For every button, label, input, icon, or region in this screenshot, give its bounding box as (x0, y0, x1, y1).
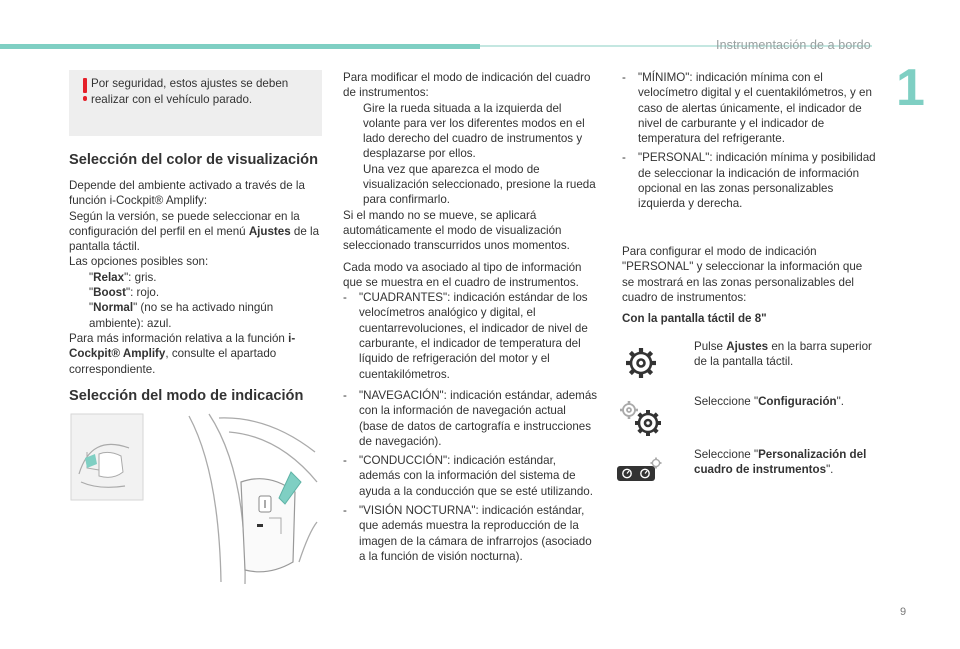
list-item: "Relax": gris. (89, 270, 157, 284)
list-item: - "NAVEGACIÓN": indicación estándar, además con la información de navegación actual (base de datos de cartografía e instrucciones de navegación). (343, 388, 598, 448)
step-1: Pulse Ajustes en la barra superior de la pantalla táctil. (694, 340, 872, 369)
paragraph: Según la versión, se puede seleccionar en la configuración del perfil en el menú Ajustes de la pantalla táctil. (69, 209, 320, 254)
warning-text: Por seguridad, estos ajustes se deben realizar con el vehículo parado. (91, 77, 289, 107)
paragraph: Cada modo va asociado al tipo de información que se muestra en el cuadro de instrumentos. (343, 260, 582, 289)
middle-column (343, 70, 598, 564)
steering-wheel-illustration (69, 412, 322, 586)
list-item: - "PERSONAL": indicación mínima y posibilidad de seleccionar la indicación de información opcional en las zonas personalizables izquierda y derecha. (622, 151, 876, 211)
list-item: Gire la rueda situada a la izquierda del volante para ver los diferentes modos en el lado derecho del cuadro de instrumentos y desplazarse por ellos. (363, 101, 585, 161)
paragraph: Depende del ambiente activado a través de la función i-Cockpit® Amplify: (69, 179, 305, 208)
warning-icon (82, 78, 88, 100)
heading-color-selection: Selección del color de visualización (69, 152, 318, 168)
list-item: - "CUADRANTES": indicación estándar de los velocímetros analógico y digital, el cuentarrevoluciones, el indicador de nivel de carburante, el indicador de temperatura del líquido de refrigeración del motor y el cuentakilómetros. (343, 291, 588, 381)
personal-config-text (622, 244, 877, 326)
list-item: Una vez que aparezca el modo de visualización seleccionado, presione la rueda para confirmarlo. (363, 162, 596, 207)
instrument-panel-icon (616, 457, 662, 483)
chapter-tab (896, 59, 926, 117)
right-column (622, 70, 877, 212)
subheading: Con la pantalla táctil de 8" (622, 312, 767, 326)
paragraph: Para modificar el modo de indicación del cuadro de instrumentos: (343, 71, 591, 100)
gears-icon (618, 399, 664, 439)
paragraph: Para configurar el modo de indicación "PERSONAL" y seleccionar la información que se mostrará en las zonas personalizables del cuadro de instrumentos: (622, 245, 863, 304)
step-2: Seleccione "Configuración". (694, 395, 844, 408)
list-item: - "CONDUCCIÓN": indicación estándar, además con la información del sistema de ayuda a la conducción que se esté utilizando. (343, 454, 593, 498)
paragraph: Si el mando no se mueve, se aplicará automáticamente el modo de visualización seleccionado transcurridos unos momentos. (343, 208, 570, 253)
paragraph: Para más información relativa a la función i-Cockpit® Amplify, consulte el apartado correspondiente. (69, 331, 296, 376)
list-item: "Normal" (no se ha activado ningún ambiente): azul. (89, 301, 274, 330)
list-item: "Boost": rojo. (89, 286, 160, 300)
step-3: Seleccione "Personalización del cuadro de instrumentos". (694, 448, 867, 477)
gear-icon (622, 344, 660, 382)
color-section-body (69, 178, 322, 377)
page-number: 9 (900, 606, 907, 618)
header-accent-bar (0, 44, 480, 49)
section-header-title: Instrumentación de a bordo (716, 38, 871, 52)
chapter-number: 1 (896, 59, 925, 117)
list-item: - "VISIÓN NOCTURNA": indicación estándar, que además muestra la reproducción de la imagen de la cámara de infrarrojos (asociado a la función de visión nocturna). (343, 504, 592, 563)
heading-mode-selection: Selección del modo de indicación (69, 388, 304, 404)
list-item: - "MÍNIMO": indicación mínima con el velocímetro digital y el cuentakilómetros, y en caso de alertas únicamente, el indicador de nivel de carburante y el indicador de temperatura del refrigerante. (622, 71, 872, 146)
paragraph: Las opciones posibles son: (69, 255, 209, 269)
warning-box (69, 70, 322, 136)
